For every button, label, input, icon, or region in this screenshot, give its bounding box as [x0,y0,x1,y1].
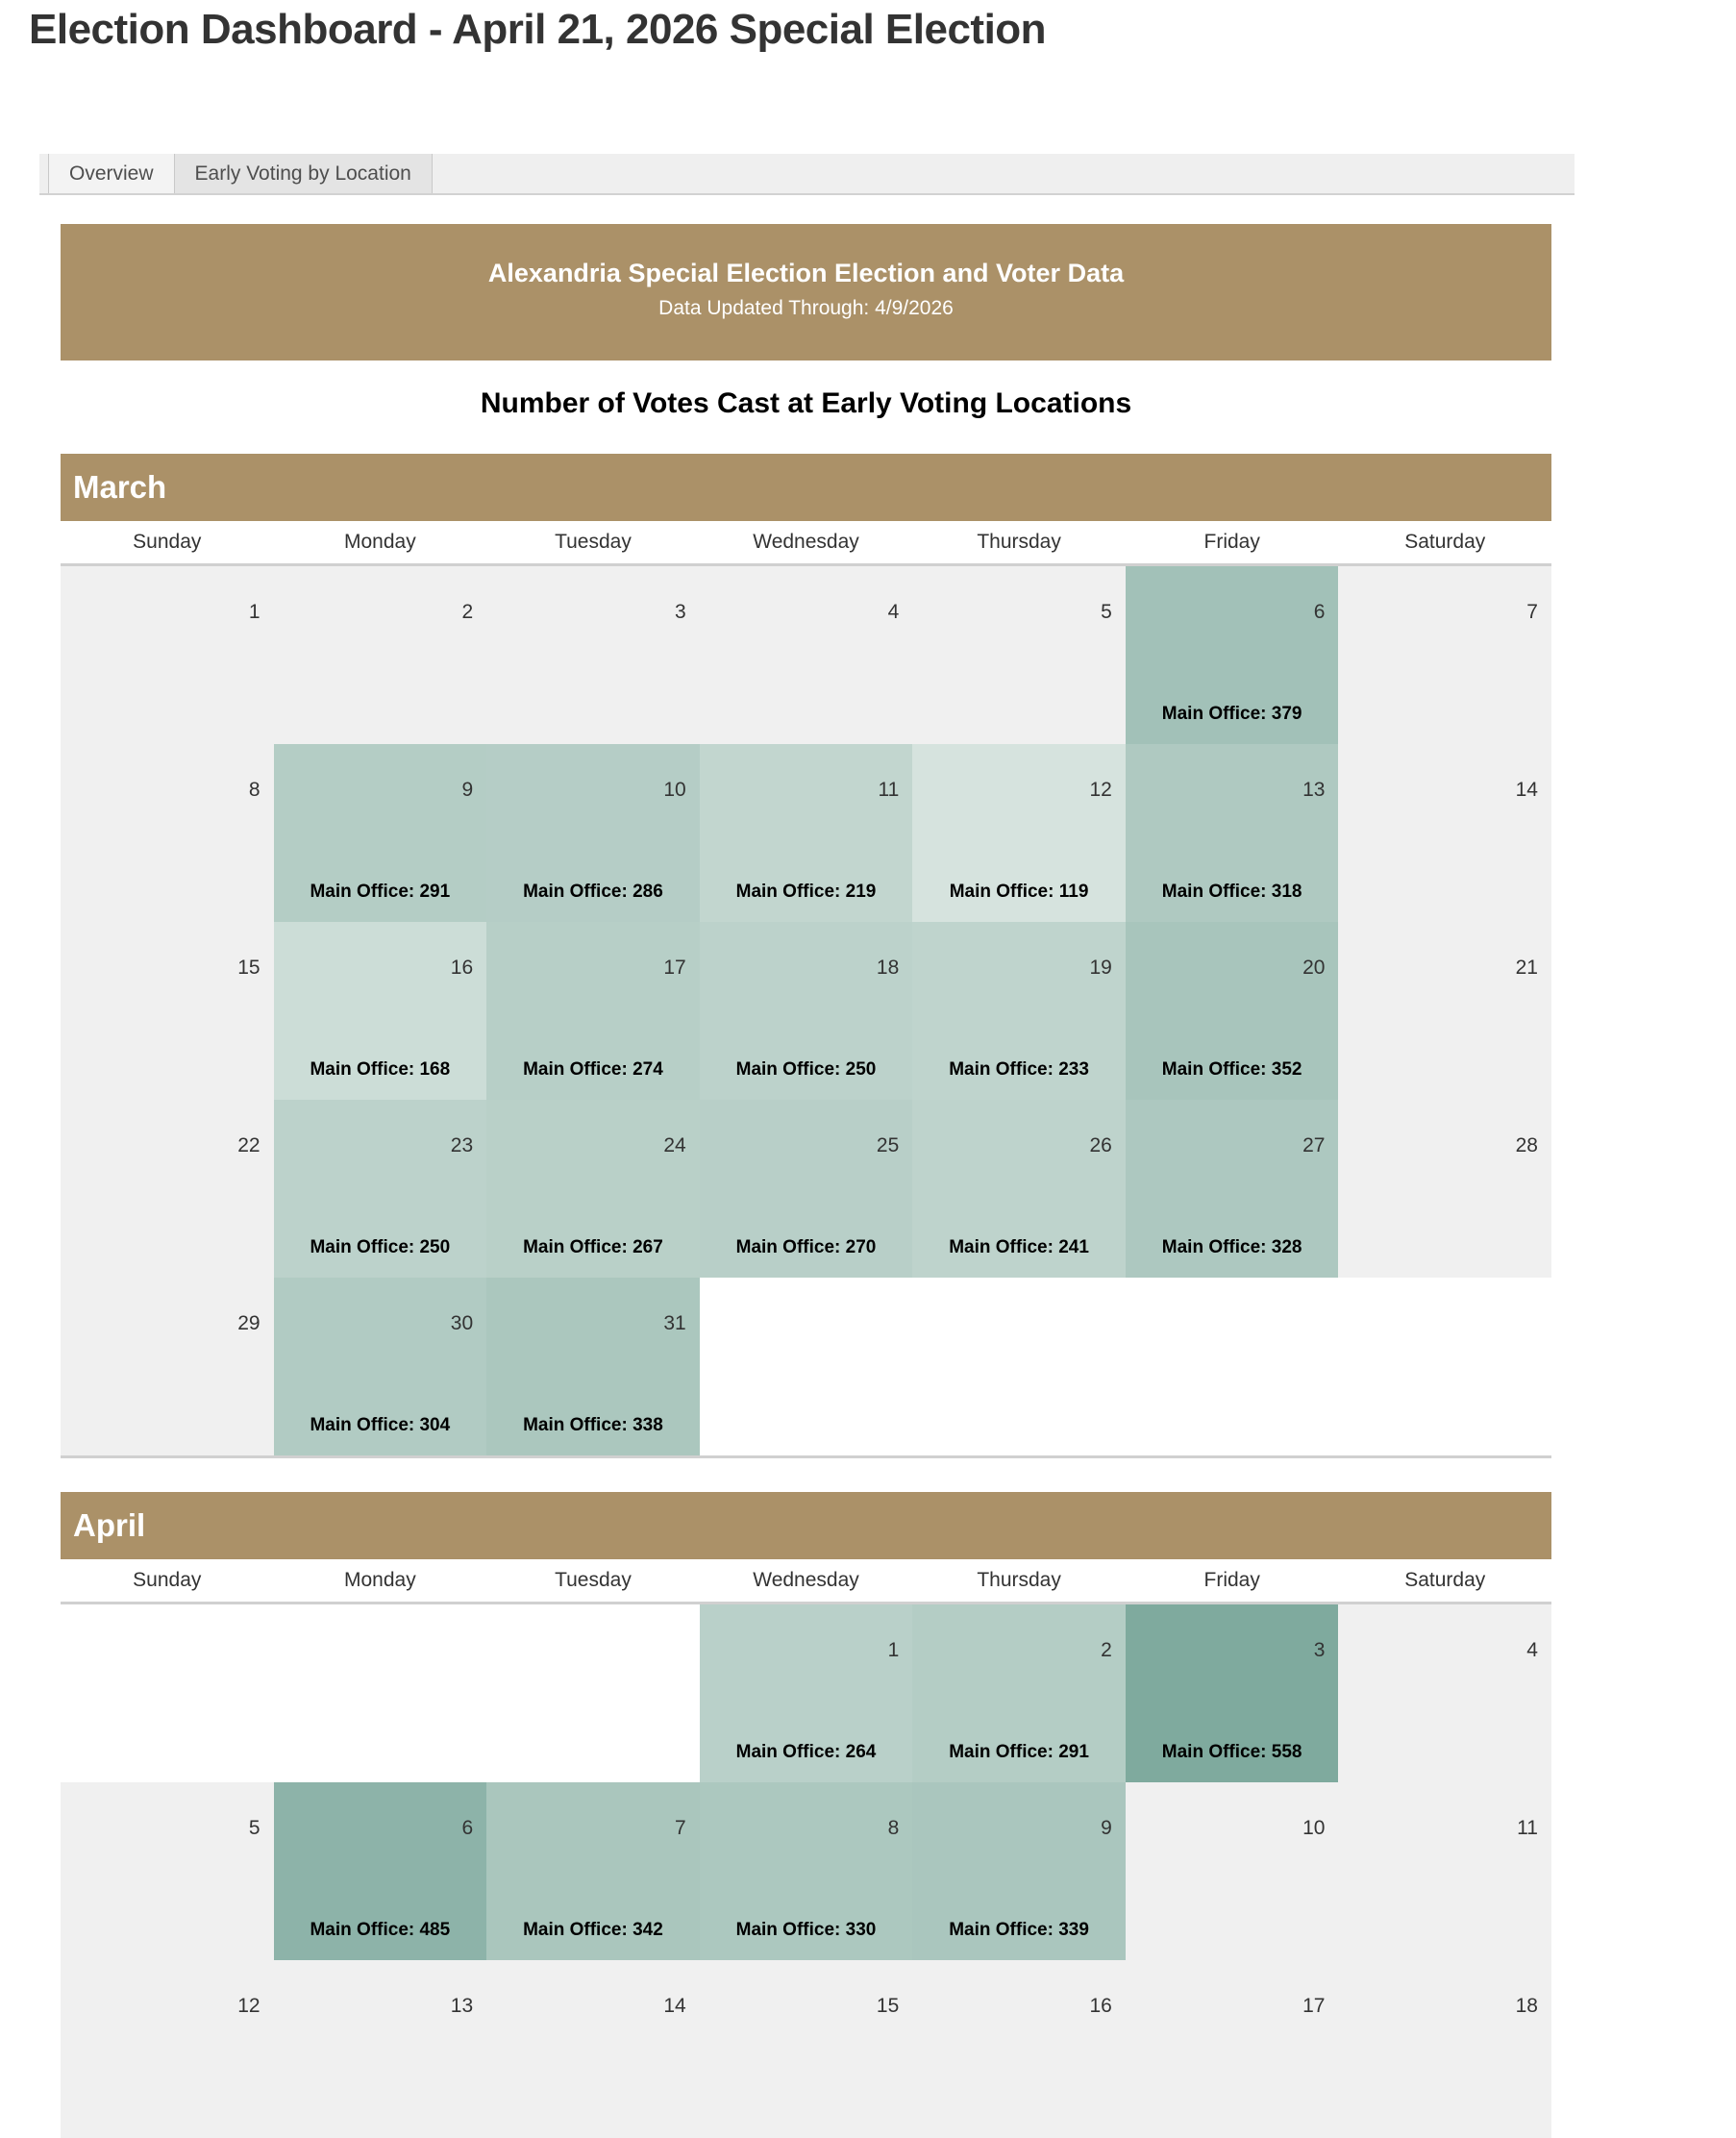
calendar-day-cell[interactable] [61,1960,274,2138]
day-number: 4 [887,601,900,623]
weekday-label-tuesday: Tuesday [555,1569,632,1591]
day-number: 3 [675,601,686,623]
dashboard-banner [61,224,1551,360]
calendar-day-cell[interactable] [1126,1960,1339,2138]
weekday-label-friday: Friday [1203,531,1260,553]
day-number: 24 [663,1134,686,1156]
votes-label: Main Office: 274 [523,1059,663,1080]
day-number: 19 [1089,957,1112,979]
tab-early-voting-by-location[interactable]: Early Voting by Location [175,154,433,193]
calendar-day-cell[interactable] [61,1278,274,1455]
calendar-day-cell[interactable] [1338,1960,1551,2138]
calendar-day-cell[interactable] [274,1278,487,1455]
calendar-day-cell[interactable] [1126,1100,1339,1278]
weekday-label-saturday: Saturday [1404,531,1486,553]
calendar-day-cell[interactable] [61,922,274,1100]
day-number: 26 [1089,1134,1112,1156]
day-number: 12 [237,1995,260,2017]
day-number: 7 [1526,601,1538,623]
votes-label: Main Office: 267 [523,1237,663,1257]
calendar-day-cell[interactable] [274,744,487,922]
votes-label: Main Office: 339 [949,1920,1089,1940]
calendar-day-cell[interactable] [486,1782,700,1960]
day-number: 3 [1313,1639,1326,1661]
weekday-label-sunday: Sunday [133,531,202,553]
calendar-day-cell[interactable] [912,1782,1126,1960]
day-number: 14 [663,1995,686,2017]
tab-bar-spacer [39,154,49,193]
day-number: 7 [675,1817,686,1839]
calendar-day-cell[interactable] [274,566,487,744]
banner-title: Alexandria Special Election Election and Voter Data [487,259,1125,287]
calendar-day-cell[interactable] [486,744,700,922]
day-number: 1 [887,1639,900,1661]
banner-subtitle: Data Updated Through: 4/9/2026 [658,297,954,319]
calendar-blank-cell [1338,1278,1551,1455]
votes-label: Main Office: 250 [310,1237,451,1257]
calendar-grid-april [61,1604,1551,2138]
votes-label: Main Office: 250 [735,1059,877,1080]
day-number: 15 [237,957,260,979]
calendar-day-cell[interactable] [1126,744,1339,922]
weekday-label-sunday: Sunday [133,1569,202,1591]
weekday-label-wednesday: Wednesday [753,531,859,553]
calendar-day-cell[interactable] [1338,1100,1551,1278]
day-number: 2 [1101,1639,1112,1661]
day-number: 31 [663,1312,686,1334]
day-number: 6 [1313,601,1326,623]
calendar-day-cell[interactable] [700,1960,913,2138]
calendar-day-cell[interactable] [274,922,487,1100]
weekday-label-saturday: Saturday [1404,1569,1486,1591]
day-number: 10 [1302,1817,1326,1839]
calendar-day-cell[interactable] [486,922,700,1100]
calendar-day-cell[interactable] [912,1100,1126,1278]
tab-overview[interactable]: Overview [49,154,175,193]
calendar-day-cell[interactable] [61,1782,274,1960]
day-number: 6 [461,1817,474,1839]
day-number: 5 [248,1817,260,1839]
day-number: 18 [1515,1995,1538,2017]
day-number: 4 [1526,1639,1538,1661]
votes-label: Main Office: 241 [949,1237,1089,1257]
day-number: 13 [450,1995,474,2017]
votes-label: Main Office: 318 [1161,882,1302,902]
day-number: 14 [1515,779,1538,801]
day-number: 8 [887,1817,900,1839]
calendar-blank-cell [912,1278,1126,1455]
weekday-label-monday: Monday [344,531,416,553]
calendar-day-cell[interactable] [912,1960,1126,2138]
votes-label: Main Office: 119 [949,882,1089,902]
calendar-blank-cell [486,1604,700,1782]
calendar-day-cell[interactable] [700,1604,913,1782]
day-number: 8 [248,779,260,801]
weekday-label-tuesday: Tuesday [555,531,632,553]
weekday-header-row [61,1559,1551,1604]
votes-label: Main Office: 485 [310,1920,451,1940]
sheet-tab-bar [39,154,1575,195]
calendar-day-cell[interactable] [486,566,700,744]
day-number: 13 [1302,779,1326,801]
calendar-day-cell[interactable] [1126,922,1339,1100]
calendar-day-cell[interactable] [700,744,913,922]
day-number: 17 [1302,1995,1326,2017]
calendar-day-cell[interactable] [912,566,1126,744]
calendar-day-cell[interactable] [1126,566,1339,744]
weekday-header-row [61,521,1551,566]
day-number: 12 [1089,779,1112,801]
day-number: 21 [1515,957,1538,979]
votes-label: Main Office: 286 [523,882,663,902]
weekday-label-thursday: Thursday [977,1569,1061,1591]
votes-label: Main Office: 352 [1161,1059,1302,1080]
votes-label: Main Office: 330 [735,1920,877,1940]
day-number: 23 [450,1134,474,1156]
calendar-day-cell[interactable] [912,1604,1126,1782]
calendar-day-cell[interactable] [1338,1782,1551,1960]
day-number: 30 [450,1312,474,1334]
chart-title: Number of Votes Cast at Early Voting Locations [480,387,1132,419]
calendar-day-cell[interactable] [274,1960,487,2138]
day-number: 25 [876,1134,900,1156]
day-number: 11 [878,779,900,801]
calendar-day-cell[interactable] [486,1960,700,2138]
month-header-april: April [61,1492,1551,1559]
votes-label: Main Office: 328 [1161,1237,1302,1257]
month-section-march [61,454,1551,1458]
day-number: 11 [1517,1817,1538,1839]
month-header-march: March [61,454,1551,521]
day-number: 20 [1302,957,1326,979]
day-number: 27 [1302,1134,1326,1156]
votes-label: Main Office: 342 [523,1920,663,1940]
votes-label: Main Office: 264 [735,1742,877,1762]
votes-label: Main Office: 379 [1161,704,1302,724]
day-number: 29 [237,1312,260,1334]
calendar-day-cell[interactable] [1338,744,1551,922]
calendar-day-cell[interactable] [61,744,274,922]
calendar-blank-cell [61,1604,274,1782]
calendar-day-cell[interactable] [61,566,274,744]
day-number: 2 [461,601,474,623]
calendar-day-cell[interactable] [1126,1782,1339,1960]
calendar-day-cell[interactable] [1126,1604,1339,1782]
calendar-day-cell[interactable] [700,922,913,1100]
day-number: 16 [450,957,474,979]
votes-label: Main Office: 291 [949,1742,1089,1762]
calendar-blank-cell [1126,1278,1339,1455]
calendar-blank-cell [274,1604,487,1782]
votes-label: Main Office: 304 [310,1415,451,1435]
calendar-grid-march [61,566,1551,1458]
calendar-day-cell[interactable] [700,1100,913,1278]
weekday-label-monday: Monday [344,1569,416,1591]
day-number: 15 [876,1995,900,2017]
calendar-blank-cell [700,1278,913,1455]
calendar-day-cell[interactable] [61,1100,274,1278]
month-section-april [61,1492,1551,2138]
day-number: 9 [461,779,474,801]
weekday-label-thursday: Thursday [977,531,1061,553]
weekday-label-wednesday: Wednesday [753,1569,859,1591]
calendar-day-cell[interactable] [486,1278,700,1455]
day-number: 16 [1089,1995,1112,2017]
day-number: 1 [248,601,260,623]
votes-label: Main Office: 338 [523,1415,663,1435]
day-number: 9 [1101,1817,1112,1839]
page-title: Election Dashboard - April 21, 2026 Special Election [29,6,1047,53]
day-number: 5 [1101,601,1112,623]
calendar-day-cell[interactable] [274,1100,487,1278]
day-number: 18 [876,957,900,979]
day-number: 17 [663,957,686,979]
votes-label: Main Office: 558 [1161,1742,1302,1762]
votes-label: Main Office: 233 [949,1059,1089,1080]
calendar-day-cell[interactable] [1338,922,1551,1100]
calendar-day-cell[interactable] [274,1782,487,1960]
calendar-day-cell[interactable] [912,744,1126,922]
calendar-day-cell[interactable] [700,1782,913,1960]
votes-label: Main Office: 219 [735,882,877,902]
votes-label: Main Office: 168 [310,1059,451,1080]
calendar-day-cell[interactable] [1338,1604,1551,1782]
votes-label: Main Office: 270 [735,1237,877,1257]
calendar-day-cell[interactable] [912,922,1126,1100]
day-number: 22 [237,1134,260,1156]
calendar-day-cell[interactable] [1338,566,1551,744]
day-number: 28 [1515,1134,1538,1156]
calendar-day-cell[interactable] [486,1100,700,1278]
calendar-day-cell[interactable] [700,566,913,744]
day-number: 10 [663,779,686,801]
weekday-label-friday: Friday [1203,1569,1260,1591]
votes-label: Main Office: 291 [310,882,451,902]
